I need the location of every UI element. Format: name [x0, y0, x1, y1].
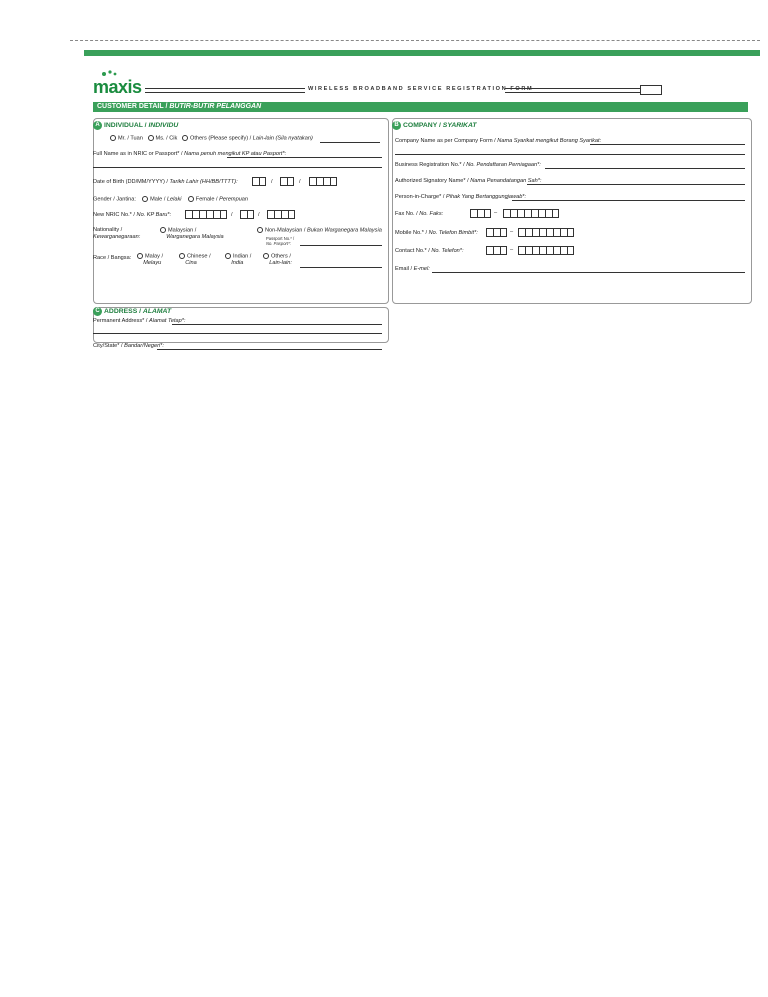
- header-rule: [145, 88, 305, 93]
- city-state-field[interactable]: [157, 349, 382, 350]
- brn-field[interactable]: [545, 168, 745, 169]
- full-name-label: Full Name as in NRIC or Passport* / Nama penuh mengikut KP atau Pasport*:: [93, 151, 287, 157]
- logo-star-icon: [100, 70, 128, 76]
- fax-label: Fax No. / No. Faks:: [395, 211, 444, 217]
- contact-number-boxes[interactable]: [518, 246, 574, 255]
- mobile-number-boxes[interactable]: [518, 228, 574, 237]
- company-name-field[interactable]: [590, 144, 745, 145]
- non-malaysian-option: Non-Malaysian / Bukan Warganegara Malaysia: [257, 227, 382, 233]
- dob-year-boxes[interactable]: [309, 177, 337, 186]
- male-radio[interactable]: [142, 196, 148, 202]
- auth-signatory-field[interactable]: [527, 184, 745, 185]
- permanent-address-label: Permanent Address* / Alamat Tetap*:: [93, 318, 186, 324]
- form-code-box: [640, 85, 662, 95]
- fax-number-boxes[interactable]: [503, 209, 559, 218]
- full-name-field[interactable]: [227, 157, 382, 158]
- others-radio[interactable]: [182, 135, 188, 141]
- race-others: Others / Lain-lain:: [263, 253, 292, 267]
- race-label: Race / Bangsa:: [93, 255, 132, 261]
- indian-radio[interactable]: [225, 253, 231, 259]
- section-b-title: B COMPANY / SYARIKAT: [392, 121, 477, 130]
- female-radio[interactable]: [188, 196, 194, 202]
- non-malaysian-radio[interactable]: [257, 227, 263, 233]
- nric-boxes-1[interactable]: [185, 210, 227, 219]
- company-email-field[interactable]: [432, 272, 745, 273]
- race-chinese: Chinese / Cina: [179, 253, 211, 267]
- dob-month-boxes[interactable]: [280, 177, 294, 186]
- passport-label: Passport No.* / No. Pasport*:: [266, 236, 295, 247]
- section-c-title: C ADDRESS / ALAMAT: [93, 307, 171, 316]
- dob-label: Date of Birth (DD/MM/YYYY) / Tarikh Lahir (HH/BB/TTTT):: [93, 179, 238, 185]
- race-indian: Indian / India: [225, 253, 251, 267]
- city-state-label: City/State* / Bandar/Negeri*:: [93, 343, 164, 349]
- header-rule-right: [505, 88, 640, 93]
- malay-radio[interactable]: [137, 253, 143, 259]
- brn-label: Business Registration No.* / No. Pendaftaran Perniagaan*:: [395, 162, 541, 168]
- gender-row: Gender / Jantina: Male / Lelaki Female / Perempuan: [93, 196, 249, 203]
- others-race-radio[interactable]: [263, 253, 269, 259]
- malaysian-radio[interactable]: [160, 227, 166, 233]
- form-title: WIRELESS BROADBAND SERVICE REGISTRATION FORM: [308, 86, 534, 92]
- contact-label: Contact No.* / No. Telefon*:: [395, 248, 464, 254]
- malaysian-option: Malaysian / Warganegara Malaysia: [160, 227, 224, 241]
- section-a-title: A INDIVIDUAL / INDIVIDU: [93, 121, 178, 130]
- auth-signatory-label: Authorized Signatory Name* / Nama Penandatangan Sah*:: [395, 178, 542, 184]
- mobile-prefix-boxes[interactable]: [486, 228, 507, 237]
- nationality-label: Nationality / Kewarganegaraan:: [93, 227, 141, 240]
- company-name-label: Company Name as per Company Form / Nama Syarikat mengikut Borang Syarikat:: [395, 138, 602, 144]
- ms-radio[interactable]: [148, 135, 154, 141]
- nric-boxes-2[interactable]: [240, 210, 254, 219]
- pic-field[interactable]: [512, 200, 745, 201]
- top-band: [84, 50, 760, 56]
- race-malay: Malay / Melayu: [137, 253, 163, 267]
- nric-label: New NRIC No.* / No. KP Baru*:: [93, 212, 172, 218]
- dob-day-boxes[interactable]: [252, 177, 266, 186]
- company-panel: [392, 118, 752, 304]
- mobile-label: Mobile No.* / No. Telefon Bimbit*:: [395, 230, 478, 236]
- fax-boxes[interactable]: [470, 209, 491, 218]
- pic-label: Person-in-Charge* / Pihak Yang Bertanggungjawab*:: [395, 194, 527, 200]
- contact-prefix-boxes[interactable]: [486, 246, 507, 255]
- maxis-logo: maxis: [93, 77, 142, 97]
- email-label: Email / E-mel:: [395, 266, 430, 272]
- nric-boxes-3[interactable]: [267, 210, 295, 219]
- passport-field[interactable]: [300, 245, 382, 246]
- permanent-address-field[interactable]: [172, 324, 382, 325]
- cut-line: [70, 40, 760, 41]
- customer-detail-bar: CUSTOMER DETAIL / BUTIR-BUTIR PELANGGAN: [93, 102, 748, 112]
- chinese-radio[interactable]: [179, 253, 185, 259]
- salutation-row: Mr. / Tuan Ms. / Cik Others (Please specify) / Lain-lain (Sila nyatakan): [110, 135, 313, 141]
- mr-radio[interactable]: [110, 135, 116, 141]
